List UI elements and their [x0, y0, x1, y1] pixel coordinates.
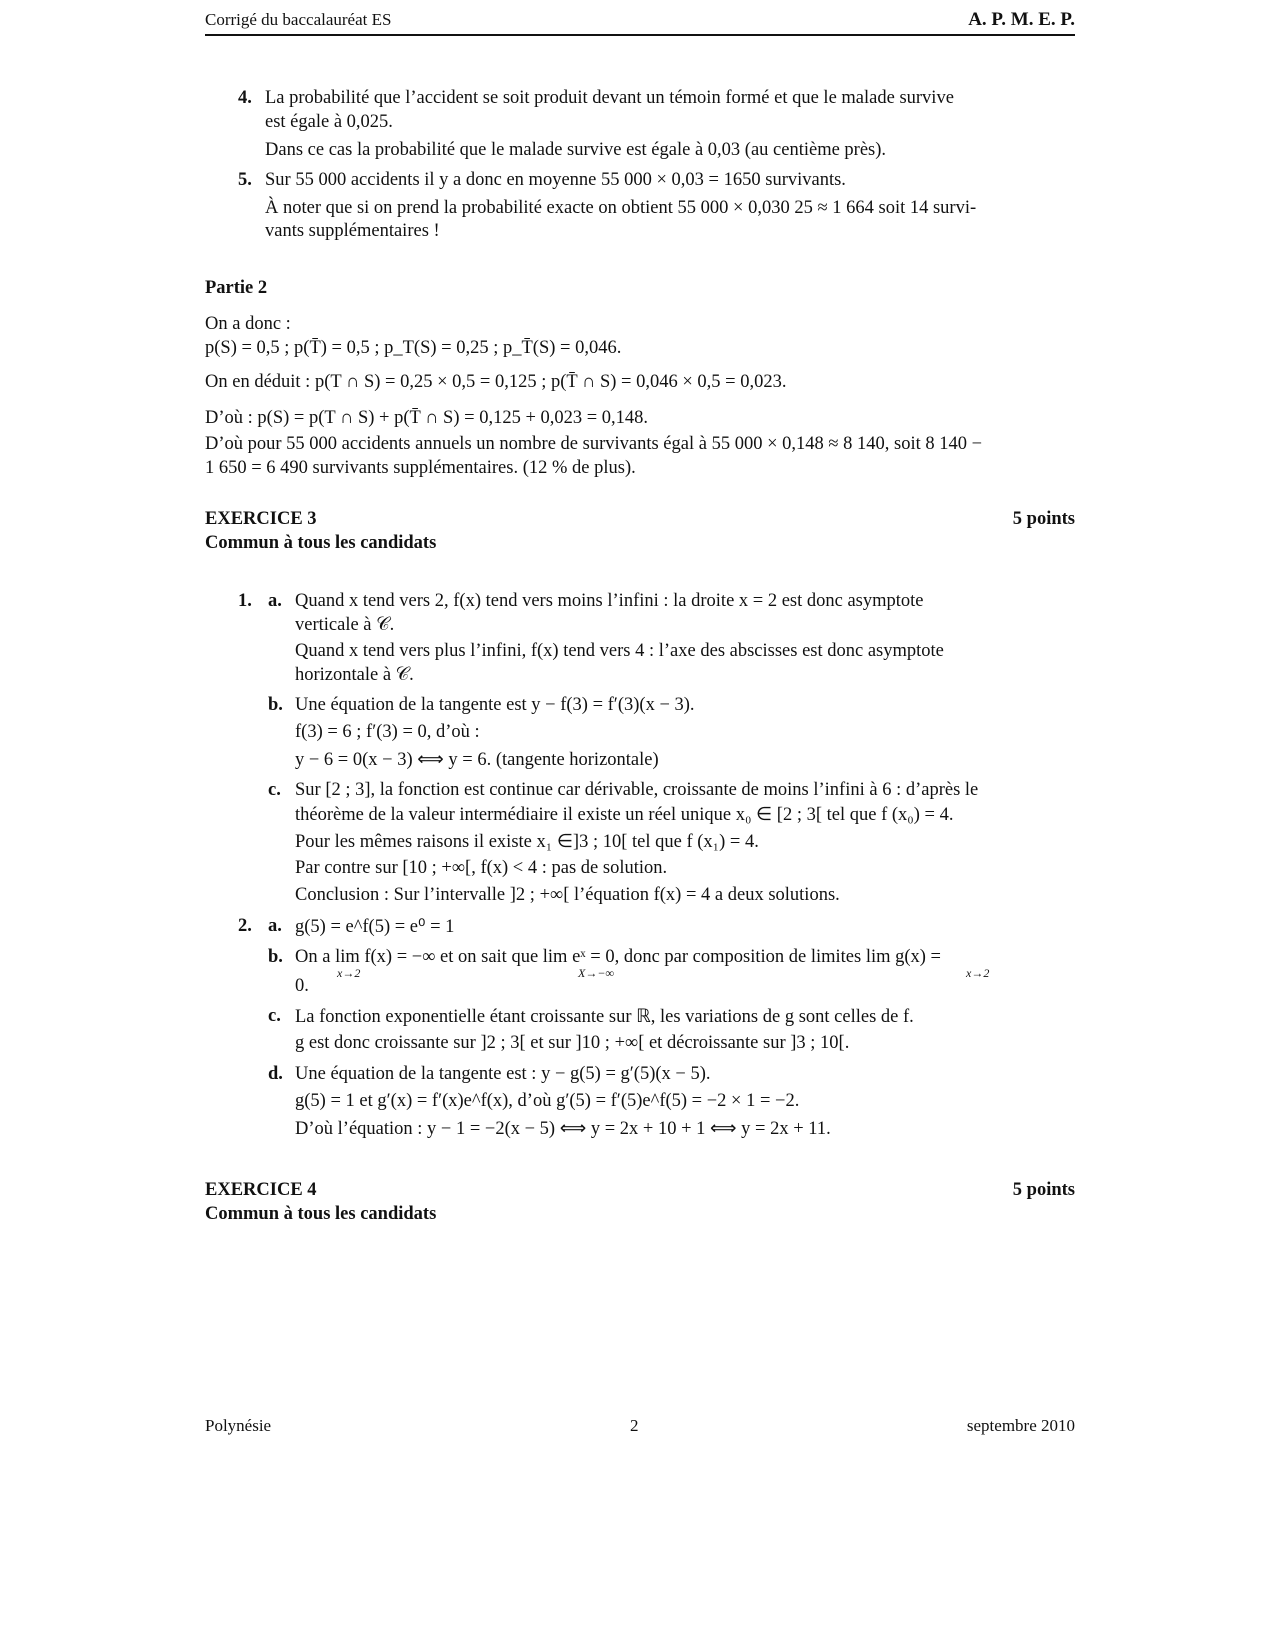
q1-a-line2: verticale à 𝒞.	[295, 615, 395, 635]
q1-b-line2: f(3) = 6 ; f′(3) = 0, d’où :	[295, 722, 480, 742]
q1-b-line1: Une équation de la tangente est y − f(3) = f′(3)(x − 3).	[295, 695, 695, 715]
q2-c-line1: La fonction exponentielle étant croissante sur ℝ, les variations de g sont celles de f.	[295, 1007, 914, 1027]
q2-number: 2.	[238, 916, 252, 936]
partie-2-line5: D’où pour 55 000 accidents annuels un nombre de survivants égal à 55 000 × 0,148 ≈ 8 140, soit 8 140 −	[205, 434, 983, 454]
q1-a-line4: horizontale à 𝒞.	[295, 665, 414, 685]
item-4-line2: est égale à 0,025.	[265, 112, 393, 132]
footer-right: septembre 2010	[966, 1416, 1075, 1435]
item-4-line3: Dans ce cas la probabilité que le malade survive est égale à 0,03 (au centième près).	[265, 140, 887, 160]
partie-2-line6: 1 650 = 6 490 survivants supplémentaires. (12 % de plus).	[205, 458, 636, 478]
q2-a-line1: g(5) = e^f(5) = e⁰ = 1	[295, 917, 455, 937]
q2-b-line1: On a lim f(x) = −∞ et on sait que lim eˣ = 0, donc par composition de limites lim g(x) =	[295, 947, 941, 967]
item-5-number: 5.	[238, 170, 252, 190]
exercice-3-subtitle: Commun à tous les candidats	[205, 533, 437, 553]
q2-c-label: c.	[268, 1006, 281, 1026]
partie-2-line4: D’où : p(S) = p(T ∩ S) + p(T̄ ∩ S) = 0,125 + 0,023 = 0,148.	[205, 408, 649, 428]
q2-d-label: d.	[268, 1064, 283, 1084]
item-5-line1: Sur 55 000 accidents il y a donc en moyenne 55 000 × 0,03 = 1650 survivants.	[265, 170, 846, 190]
item-5-line2: À noter que si on prend la probabilité exacte on obtient 55 000 × 0,030 25 ≈ 1 664 soit 14 survi-	[265, 198, 977, 218]
exercice-4-subtitle: Commun à tous les candidats	[205, 1204, 437, 1224]
header-right: A. P. M. E. P.	[968, 9, 1075, 30]
q2-c-line2: g est donc croissante sur ]2 ; 3[ et sur ]10 ; +∞[ et décroissante sur ]3 ; 10[.	[295, 1033, 850, 1053]
exercice-4-title: EXERCICE 4	[205, 1180, 317, 1200]
q1-a-line1: Quand x tend vers 2, f(x) tend vers moins l’infini : la droite x = 2 est donc asymptote	[295, 591, 924, 611]
q2-b-line2: 0.	[295, 976, 309, 996]
q2-d-line1: Une équation de la tangente est : y − g(5) = g′(5)(x − 5).	[295, 1064, 711, 1084]
q1-c-line3: Pour les mêmes raisons il existe x₁ ∈]3 ; 10[ tel que f (x₁) = 4.	[295, 832, 759, 852]
q2-b-limit-sub2: X→−∞	[578, 966, 614, 980]
q1-number: 1.	[238, 591, 252, 611]
item-4-number: 4.	[238, 88, 252, 108]
q1-c-line1: Sur [2 ; 3], la fonction est continue car dérivable, croissante de moins l’infini à 6 : d’après le	[295, 780, 979, 800]
q1-a-line3: Quand x tend vers plus l’infini, f(x) tend vers 4 : l’axe des abscisses est donc asymptote	[295, 641, 944, 661]
header-left: Corrigé du baccalauréat ES	[205, 10, 392, 29]
exercice-3-points: 5 points	[1012, 509, 1075, 529]
q1-b-label: b.	[268, 695, 283, 715]
q1-c-line5: Conclusion : Sur l’intervalle ]2 ; +∞[ l’équation f(x) = 4 a deux solutions.	[295, 885, 840, 905]
q2-b-label: b.	[268, 947, 283, 967]
partie-2-title: Partie 2	[205, 278, 268, 298]
q2-b-limit-sub3: x→2	[966, 966, 990, 980]
q1-c-label: c.	[268, 780, 281, 800]
q2-a-label: a.	[268, 916, 282, 936]
q2-b-limit-sub1: x→2	[337, 966, 361, 980]
q2-d-line2: g(5) = 1 et g′(x) = f′(x)e^f(x), d’où g′(5) = f′(5)e^f(5) = −2 × 1 = −2.	[295, 1091, 800, 1111]
item-5-line3: vants supplémentaires !	[265, 221, 440, 241]
partie-2-line1: On a donc :	[205, 314, 291, 334]
partie-2-line2: p(S) = 0,5 ; p(T̄) = 0,5 ; p_T(S) = 0,25 ; p_T̄(S) = 0,046.	[205, 338, 622, 358]
q1-c-line4: Par contre sur [10 ; +∞[, f(x) < 4 : pas de solution.	[295, 858, 668, 878]
partie-2-line3: On en déduit : p(T ∩ S) = 0,25 × 0,5 = 0,125 ; p(T̄ ∩ S) = 0,046 × 0,5 = 0,023.	[205, 372, 787, 392]
footer-left: Polynésie	[205, 1416, 272, 1435]
header-rule	[205, 34, 1075, 36]
q2-d-line3: D’où l’équation : y − 1 = −2(x − 5) ⟺ y = 2x + 10 + 1 ⟺ y = 2x + 11.	[295, 1119, 831, 1139]
q1-b-line3: y − 6 = 0(x − 3) ⟺ y = 6. (tangente horizontale)	[295, 750, 659, 770]
item-4-line1: La probabilité que l’accident se soit produit devant un témoin formé et que le malade survive	[265, 88, 954, 108]
q1-a-label: a.	[268, 591, 282, 611]
exercice-4-points: 5 points	[1012, 1180, 1075, 1200]
exercice-3-title: EXERCICE 3	[205, 509, 317, 529]
q1-c-line2: théorème de la valeur intermédiaire il existe un réel unique x₀ ∈ [2 ; 3[ tel que f (x₀) = 4.	[295, 805, 954, 825]
footer-page-number: 2	[630, 1416, 639, 1435]
